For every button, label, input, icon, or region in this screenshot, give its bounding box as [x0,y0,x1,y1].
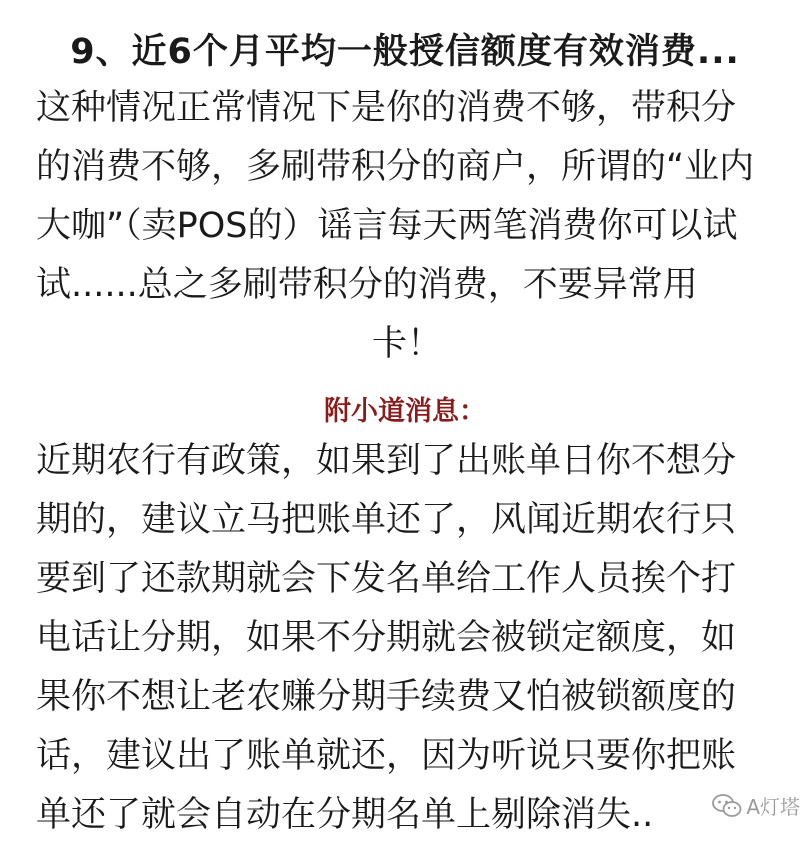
paragraph-line: 电话让分期，如果不分期就会被锁定额度，如 [36,618,737,658]
wechat-icon [712,794,742,818]
paragraph-line: 这种情况正常情况下是你的消费不够，带积分 [36,88,737,128]
paragraph-advice [36,79,778,374]
rumor-subheading: 附小道消息： [324,396,486,427]
paragraph-line: 果你不想让老农赚分期手续费又怕被锁额度的 [36,677,737,717]
paragraph-line: 单还了就会自动在分期名单上剔除消失.. [36,795,654,835]
paragraph-line: 的消费不够，多刷带积分的商户，所谓的“业内 [36,147,755,187]
paragraph-line: 近期农行有政策，如果到了出账单日你不想分 [36,441,737,481]
paragraph-line: 期的，建议立马把账单还了，风闻近期农行只 [36,500,737,540]
paragraph-rumor [36,432,778,845]
paragraph-line: 大咖”（卖POS的）谣言每天两笔消费你可以试 [36,206,738,246]
paragraph-line: 话，建议出了账单就还，因为听说只要你把账 [36,736,737,776]
paragraph-line: 试......总之多刷带积分的消费，不要异常用 [36,265,698,305]
watermark [712,791,800,820]
paragraph-line: 要到了还款期就会下发名单给工作人员挨个打 [36,559,737,599]
watermark-text: A灯塔 [746,795,800,819]
section-heading: 9、近6个月平均一般授信额度有效消费... [70,32,740,72]
paragraph-line: 卡！ [371,324,442,364]
